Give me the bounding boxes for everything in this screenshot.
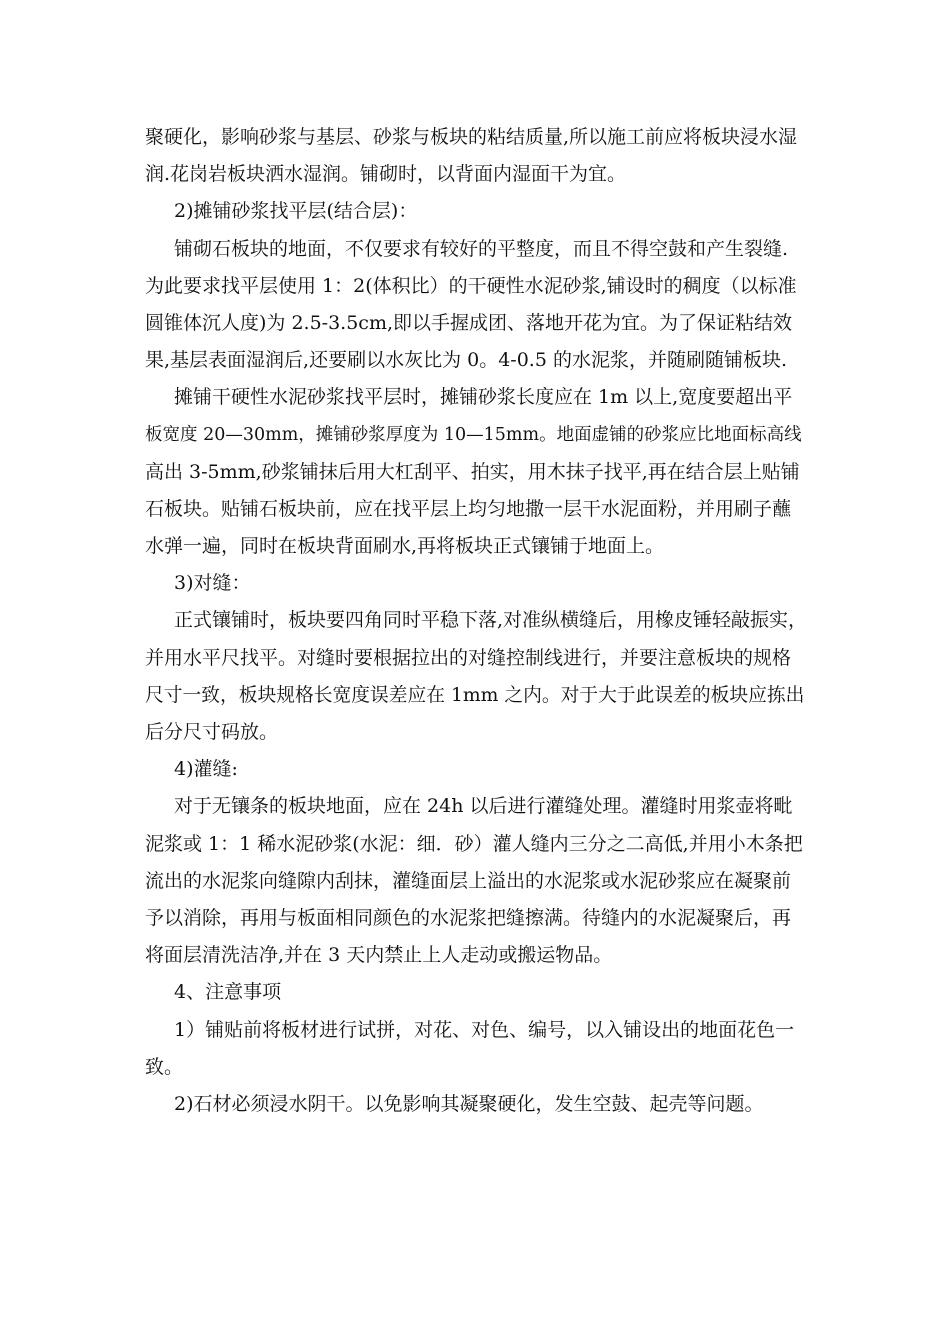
text-line: 高出 3-5mm,砂浆铺抹后用大杠刮平、拍实，用木抹子找平,再在结合层上贴铺	[145, 460, 800, 483]
text-line: 予以消除，再用与板面相同颜色的水泥浆把缝擦满。待缝内的水泥凝聚后，再	[145, 906, 792, 929]
text-line: 正式镶铺时，板块要四角同时平稳下落,对准纵横缝后，用橡皮锤轻敲振实，	[174, 609, 808, 632]
text-line: 将面层清洗洁净,并在 3 天内禁止上人走动或搬运物品。	[145, 944, 613, 967]
text-line: 水弹一遍，同时在板块背面刷水,再将板块正式镶铺于地面上。	[145, 535, 665, 558]
text-line: 圆锥体沉人度)为 2.5-3.5cm,即以手握成团、落地开花为宜。为了保证粘结效	[145, 311, 793, 334]
text-line: 并用水平尺找平。对缝时要根据拉出的对缝控制线进行，并要注意板块的规格	[145, 646, 792, 669]
text-line: 3)对缝：	[174, 572, 251, 595]
text-line: 后分尺寸码放。	[145, 721, 279, 743]
text-line: 4、注意事项	[174, 981, 282, 1004]
text-line: 对于无镶条的板块地面，应在 24h 以后进行灌缝处理。灌缝时用浆壶将毗	[174, 795, 793, 818]
text-line: 2)石材必须浸水阴干。以免影响其凝聚硬化，发生空鼓、起壳等问题。	[174, 1092, 764, 1115]
document-body	[145, 119, 810, 1123]
text-line: 尺寸一致，板块规格长宽度误差应在 1mm 之内。对于大于此误差的板块应拣出	[145, 684, 805, 706]
text-line: 1）铺贴前将板材进行试拼，对花、对色、编号，以入铺设出的地面花色一	[174, 1018, 795, 1041]
text-line: 铺砌石板块的地面，不仅要求有较好的平整度，而且不得空鼓和产生裂缝.	[174, 237, 789, 260]
text-line: 2)摊铺砂浆找平层(结合层)：	[174, 200, 418, 223]
text-line: 流出的水泥浆向缝隙内刮抹，灌缝面层上溢出的水泥浆或水泥砂浆应在凝聚前	[145, 869, 792, 892]
text-line: 摊铺干硬性水泥砂浆找平层时，摊铺砂浆长度应在 1m 以上,宽度要超出平	[174, 386, 793, 409]
text-line: 润.花岗岩板块洒水湿润。铺砌时，以背面内湿面干为宜。	[145, 163, 627, 186]
text-line: 石板块。贴铺石板块前，应在找平层上均匀地撒一层干水泥面粉，并用刷子蘸	[145, 497, 792, 520]
text-line: 致。	[145, 1055, 184, 1078]
text-line: 泥浆或 1：1 稀水泥砂浆(水泥：细．砂）灌人缝内三分之二高低,并用小木条把	[145, 832, 803, 855]
text-line: 为此要求找平层使用 1：2(体积比）的干硬性水泥砂浆,铺设时的稠度（以标准	[145, 274, 797, 297]
text-line: 果,基层表面湿润后,还要刷以水灰比为 0。4-0.5 的水泥浆，并随刷随铺板块.	[145, 349, 788, 372]
text-line: 4)灌缝:	[174, 758, 238, 781]
text-line: 板宽度 20—30mm，摊铺砂浆厚度为 10—15mm。地面虚铺的砂浆应比地面标高线	[145, 424, 802, 445]
text-line: 聚硬化，影响砂浆与基层、砂浆与板块的粘结质量,所以施工前应将板块浸水湿	[145, 126, 798, 148]
